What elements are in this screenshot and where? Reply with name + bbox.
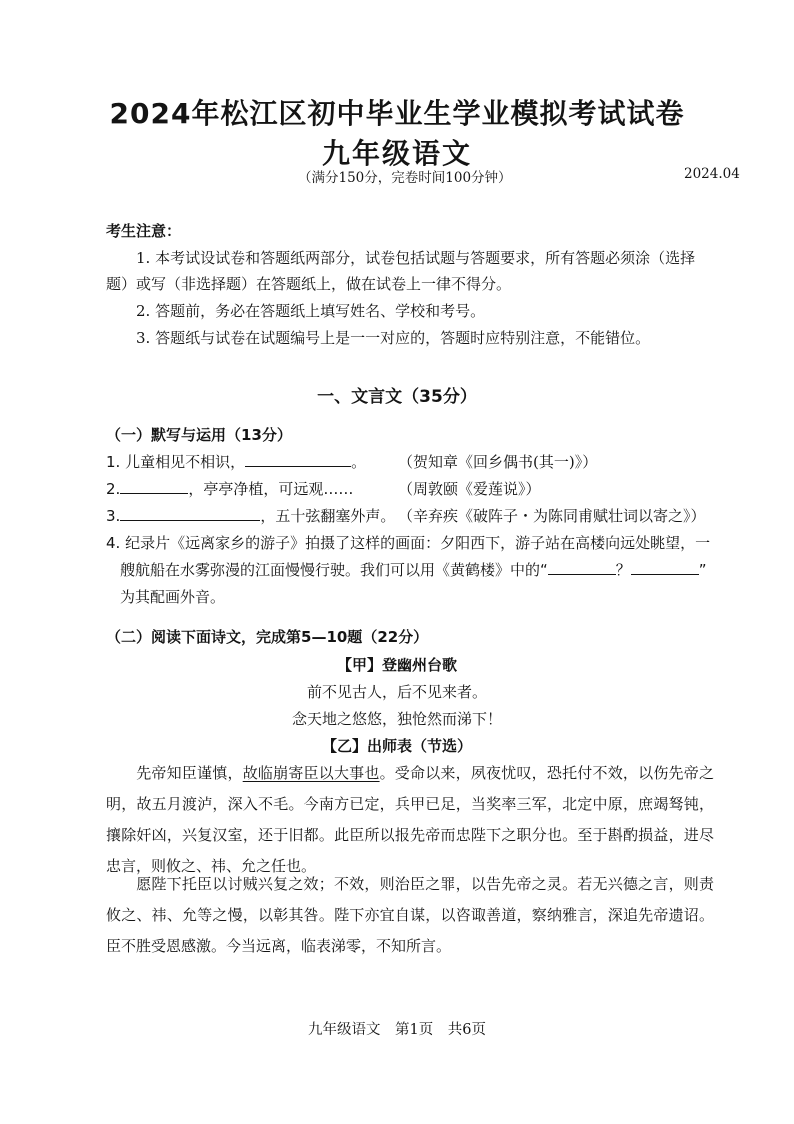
- prose-paragraph-1: [106, 758, 714, 882]
- section-title: 一、文言文（35分）: [317, 387, 477, 407]
- exam-subject: 九年级语文: [321, 137, 472, 170]
- q4-prefix: 艘航船在水雾弥漫的江面慢慢行驶。我们可以用《黄鹤楼》中的“: [120, 561, 548, 579]
- notice-item-2: 2. 答题前，务必在答题纸上填写姓名、学校和考号。: [136, 302, 486, 320]
- q3-prefix: 3.: [106, 507, 121, 525]
- q3-blank[interactable]: [120, 506, 260, 521]
- q1-source: （贺知章《回乡偶书(其一)》）: [398, 453, 598, 471]
- q2-source: （周敦颐《爱莲说》）: [398, 480, 541, 498]
- exam-title: 2024年松江区初中毕业生学业模拟考试试卷: [109, 97, 685, 130]
- exam-date: 2024.04: [684, 166, 740, 182]
- prose-p1-underlined: 故临崩寄臣以大事也: [242, 764, 380, 782]
- notice-item-1: 1. 本考试设试卷和答题纸两部分，试卷包括试题与答题要求，所有答题必须涂（选择: [136, 249, 696, 267]
- question-2: [106, 478, 353, 499]
- notice-item-1-cont: 题）或写（非选择题）在答题纸上，做在试卷上一律不得分。: [106, 275, 512, 293]
- q3-source: （辛弃疾《破阵子・为陈同甫赋壮词以寄之》）: [398, 507, 706, 525]
- notice-heading: 考生注意：: [106, 222, 182, 240]
- q4-blank-1[interactable]: [548, 560, 616, 575]
- q4-blank-2[interactable]: [631, 560, 699, 575]
- prose-p1-after: 。受命以来，夙夜忧叹，恐托付不效，以伤先帝之明，故五月渡泸，深入不毛。今南方已定，兵甲已足，当奖率三军，北定中原，庶竭驽钝，攘除奸凶，兴复汉室，还于旧都。此臣所以报先帝而忠陛下之职分也。至于斟酌损益，进尽忠言，则攸之、祎、允之任也。: [106, 764, 714, 875]
- question-4-line3: 为其配画外音。: [120, 588, 226, 606]
- q4-suffix: ”: [698, 561, 707, 579]
- notice-item-3: 3. 答题纸与试卷在试题编号上是一一对应的，答题时应特别注意，不能错位。: [136, 329, 651, 347]
- q1-prefix: 1. 儿童相见不相识，: [106, 453, 246, 471]
- poem-line-2: 念天地之悠悠，独怆然而涕下！: [291, 710, 502, 728]
- page-footer: 九年级语文 第1页 共6页: [308, 1022, 486, 1038]
- q2-suffix: ，亭亭净植，可远观……: [188, 480, 354, 498]
- q1-blank[interactable]: [245, 452, 351, 467]
- prose-paragraph-2: [106, 869, 714, 962]
- prose-p1-before: 先帝知臣谨慎，: [136, 764, 243, 782]
- q4-mid: ？: [615, 561, 631, 579]
- question-1: [106, 451, 366, 472]
- exam-meta: （满分150分，完卷时间100分钟）: [298, 170, 512, 186]
- poem-title: 【甲】登幽州台歌: [336, 656, 457, 674]
- part2-heading: （二）阅读下面诗文，完成第5—10题（22分）: [106, 628, 429, 646]
- question-3: [106, 505, 395, 526]
- prose-title: 【乙】出师表（节选）: [321, 737, 472, 755]
- part1-heading: （一）默写与运用（13分）: [106, 426, 292, 444]
- q3-suffix: ，五十弦翻塞外声。: [260, 507, 396, 525]
- question-4-line2: [120, 559, 707, 580]
- prose-p2-text: 愿陛下托臣以讨贼兴复之效；不效，则治臣之罪，以告先帝之灵。若无兴德之言，则责攸之、祎、允等之慢，以彰其咎。陛下亦宜自谋，以咨诹善道，察纳雅言，深追先帝遗诏。臣不胜受恩感激。今当远离，临表涕零，不知所言。: [106, 875, 714, 955]
- poem-line-1: 前不见古人，后不见来者。: [306, 683, 487, 701]
- q1-suffix: 。: [351, 453, 367, 471]
- q2-prefix: 2.: [106, 480, 121, 498]
- question-4-line1: 4. 纪录片《远离家乡的游子》拍摄了这样的画面：夕阳西下，游子站在高楼向远处眺望，一: [106, 534, 711, 552]
- q2-blank[interactable]: [120, 479, 188, 494]
